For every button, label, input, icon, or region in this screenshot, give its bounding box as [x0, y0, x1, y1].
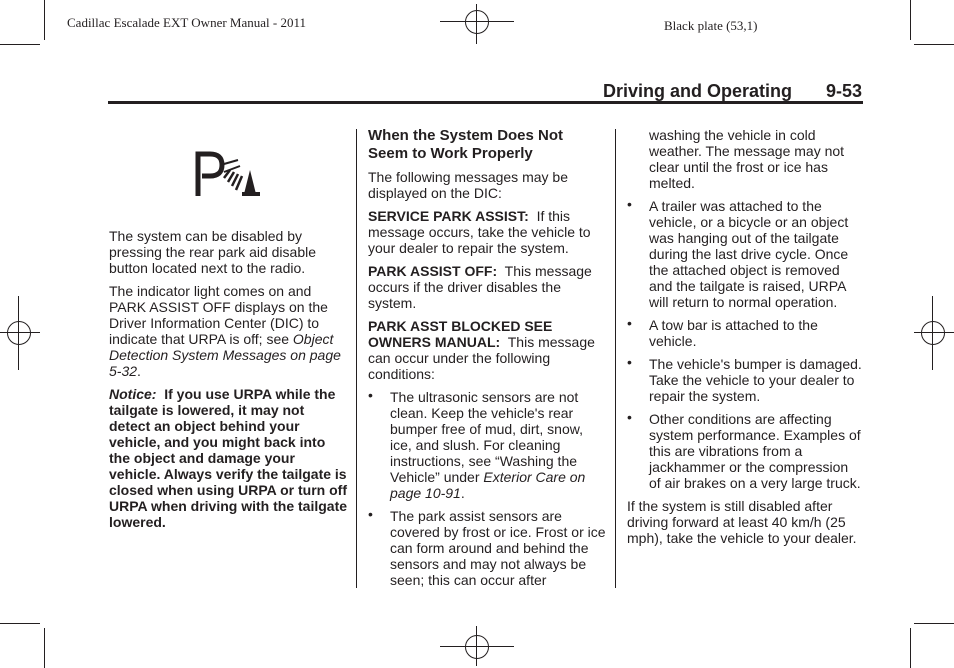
crop-mark: [914, 44, 954, 45]
crop-mark: [910, 628, 911, 668]
registration-mark-bottom: [440, 626, 514, 666]
crop-mark: [0, 623, 40, 624]
paragraph: If the system is still disabled after driving forward at least 40 km/h (25 mph), take the vehicle to your dealer.: [627, 498, 857, 546]
paragraph: The following messages may be displayed on the DIC:: [368, 169, 568, 201]
bullet-item: • A tow bar is attached to the vehicle.: [627, 315, 818, 349]
bullet-icon: •: [627, 196, 632, 212]
notice-label: Notice:: [109, 386, 157, 402]
column-2: [368, 127, 606, 595]
bullet-item: • The ultrasonic sensors are not clean. Keep the vehicle's rear bumper free of mud, dirt, snow, ice, and slush. For cleaning instructions, see “Washing the Vehicle” under Exterior Care on page 10-91.: [368, 387, 586, 501]
crop-mark: [914, 623, 954, 624]
bullet-item: • A trailer was attached to the vehicle, or a bicycle or an object was hanging out of the tailgate during the last drive cycle. Once the attached object is removed and the tailgate is raised, URPA will return to normal operation.: [627, 196, 849, 310]
plate-label: Black plate (53,1): [664, 18, 758, 33]
bullet-icon: •: [627, 354, 632, 370]
crop-mark: [44, 0, 45, 40]
cross-reference: Exterior Care on page 10-91: [390, 469, 586, 501]
registration-mark-left: [0, 296, 40, 370]
crop-mark: [0, 44, 40, 45]
paragraph: The system can be disabled by pressing the rear park aid disable button located next to the radio.: [109, 228, 317, 276]
notice: [109, 386, 349, 530]
message-entry: PARK ASST BLOCKED SEE OWNERS MANUAL: This message can occur under the following conditions:: [368, 318, 595, 382]
column-3: [627, 127, 863, 553]
park-assist-off-icon: [194, 150, 266, 200]
bullet-icon: •: [368, 506, 373, 522]
subheading: When the System Does Not Seem to Work Properly: [368, 127, 564, 162]
cross-reference: Object Detection System Messages on page 5-32: [109, 331, 341, 379]
bullet-icon: •: [627, 315, 632, 331]
bullet-continuation: washing the vehicle in cold weather. The message may not clear until the frost or ice has melted.: [649, 127, 845, 191]
crop-mark: [44, 628, 45, 668]
header-rule: [108, 101, 863, 104]
column-divider: [356, 129, 357, 588]
page-number: 9-53: [826, 81, 863, 101]
column-1: [109, 228, 349, 537]
message-entry: SERVICE PARK ASSIST: If this message occurs, take the vehicle to your dealer to repair the system.: [368, 208, 591, 256]
registration-mark-right: [914, 296, 954, 370]
crop-mark: [910, 0, 911, 40]
column-divider: [615, 129, 616, 588]
notice-text: If you use URPA while the tailgate is lowered, it may not detect an object behind your vehicle, and you might back into the object and damage your vehicle. Always verify the tailgate is closed when using URPA or turn off URPA when driving with the tailgate lowered.: [109, 386, 348, 530]
manual-title: Cadillac Escalade EXT Owner Manual - 2011: [67, 15, 306, 30]
bullet-icon: •: [368, 387, 373, 403]
registration-mark-top: [440, 4, 514, 44]
message-entry: PARK ASSIST OFF: This message occurs if the driver disables the system.: [368, 263, 592, 311]
bullet-icon: •: [627, 409, 632, 425]
bullet-item: • The park assist sensors are covered by frost or ice. Frost or ice can form around and behind the sensors and may not always be seen; this can occur after: [368, 506, 606, 588]
bullet-item: • The vehicle's bumper is damaged. Take the vehicle to your dealer to repair the system.: [627, 354, 862, 404]
paragraph: The indicator light comes on and PARK ASSIST OFF displays on the Driver Information Center (DIC) to indicate that URPA is off; see Object Detection System Messages on page 5-32.: [109, 283, 341, 379]
bullet-item: • Other conditions are affecting system performance. Examples of this are vibrations from a jackhammer or the compression of air brakes on a very large truck.: [627, 409, 861, 491]
section-title: Driving and Operating: [603, 81, 793, 101]
